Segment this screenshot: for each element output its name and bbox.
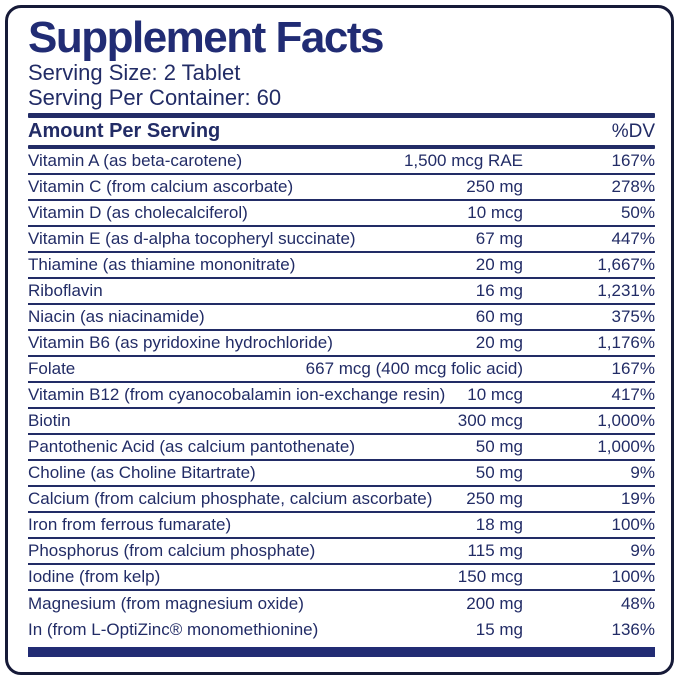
nutrient-amount: 667 mcg (400 mcg folic acid) <box>305 359 523 379</box>
nutrient-name: Thiamine (as thiamine mononitrate) <box>28 255 296 275</box>
nutrient-name: In (from L-OptiZinc® monomethionine) <box>28 620 319 640</box>
nutrient-dv: 447% <box>611 229 655 249</box>
nutrient-name: Vitamin B6 (as pyridoxine hydrochloride) <box>28 333 333 353</box>
nutrient-name: Iodine (from kelp) <box>28 567 161 587</box>
table-row <box>28 149 655 175</box>
table-row <box>28 227 655 253</box>
nutrient-name: Vitamin C (from calcium ascorbate) <box>28 177 294 197</box>
nutrient-amount: 10 mcg <box>467 203 523 223</box>
footer-bar <box>28 647 655 657</box>
nutrient-amount: 300 mcg <box>457 411 523 431</box>
table-row <box>28 331 655 357</box>
table-row <box>28 383 655 409</box>
nutrient-name: Niacin (as niacinamide) <box>28 307 205 327</box>
supplement-facts-panel <box>5 5 674 675</box>
table-row <box>28 357 655 383</box>
nutrient-amount: 16 mg <box>475 281 523 301</box>
nutrient-name: Riboflavin <box>28 281 103 301</box>
nutrient-name: Choline (as Choline Bitartrate) <box>28 463 256 483</box>
table-row <box>28 279 655 305</box>
table-row <box>28 305 655 331</box>
nutrient-dv: 278% <box>611 177 655 197</box>
nutrient-dv: 1,000% <box>597 411 655 431</box>
table-row <box>28 461 655 487</box>
serving-per-container-line: Serving Per Container: 60 <box>28 84 282 110</box>
supplement-facts-title: Supplement Facts <box>28 13 383 62</box>
table-header-row <box>28 118 655 145</box>
nutrient-dv: 1,176% <box>597 333 655 353</box>
table-row <box>28 565 655 591</box>
table-row <box>28 539 655 565</box>
serving-size-line: Serving Size: 2 Tablet <box>28 59 241 85</box>
nutrient-name: Magnesium (from magnesium oxide) <box>28 594 304 614</box>
table-row <box>28 201 655 227</box>
nutrient-name: Pantothenic Acid (as calcium pantothenate) <box>28 437 355 457</box>
nutrient-dv: 1,667% <box>597 255 655 275</box>
nutrient-rows <box>28 149 655 643</box>
nutrient-amount: 20 mg <box>475 255 523 275</box>
table-row <box>28 487 655 513</box>
nutrient-dv: 48% <box>620 594 655 614</box>
nutrient-name: Vitamin A (as beta-carotene) <box>28 151 243 171</box>
nutrient-amount: 115 mg <box>467 541 523 561</box>
nutrient-name: Iron from ferrous fumarate) <box>28 515 232 535</box>
table-row <box>28 175 655 201</box>
amount-per-serving-header: Amount Per Serving <box>28 120 221 143</box>
nutrient-dv: 167% <box>611 359 655 379</box>
nutrient-amount: 250 mg <box>466 177 523 197</box>
nutrient-dv: 167% <box>611 151 655 171</box>
nutrient-amount: 20 mg <box>475 333 523 353</box>
nutrient-name: Biotin <box>28 411 71 431</box>
nutrient-amount: 150 mcg <box>457 567 523 587</box>
nutrient-name: Calcium (from calcium phosphate, calcium ascorbate) <box>28 489 433 509</box>
nutrient-name: Phosphorus (from calcium phosphate) <box>28 541 316 561</box>
nutrient-name: Vitamin B12 (from cyanocobalamin ion-exchange resin) <box>28 385 446 405</box>
nutrient-dv: 100% <box>611 567 655 587</box>
table-row <box>28 617 655 643</box>
nutrient-dv: 417% <box>611 385 655 405</box>
nutrient-amount: 200 mg <box>466 594 523 614</box>
table-row <box>28 253 655 279</box>
nutrient-name: Vitamin D (as cholecalciferol) <box>28 203 248 223</box>
nutrient-dv: 19% <box>620 489 655 509</box>
nutrient-dv: 1,000% <box>597 437 655 457</box>
nutrient-dv: 50% <box>620 203 655 223</box>
nutrient-amount: 15 mg <box>475 620 523 640</box>
nutrient-dv: 136% <box>611 620 655 640</box>
nutrient-amount: 50 mg <box>475 463 523 483</box>
nutrient-amount: 50 mg <box>475 437 523 457</box>
nutrient-name: Vitamin E (as d-alpha tocopheryl succinate) <box>28 229 356 249</box>
nutrient-amount: 67 mg <box>475 229 523 249</box>
nutrient-dv: 375% <box>611 307 655 327</box>
nutrient-amount: 18 mg <box>475 515 523 535</box>
nutrient-name: Folate <box>28 359 76 379</box>
table-row <box>28 591 655 617</box>
nutrient-amount: 60 mg <box>475 307 523 327</box>
nutrient-dv: 9% <box>630 463 655 483</box>
nutrient-dv: 100% <box>611 515 655 535</box>
table-row <box>28 435 655 461</box>
table-row <box>28 513 655 539</box>
percent-dv-header: %DV <box>611 120 655 142</box>
table-row <box>28 409 655 435</box>
nutrient-amount: 10 mcg <box>467 385 523 405</box>
nutrient-dv: 1,231% <box>597 281 655 301</box>
nutrient-amount: 250 mg <box>466 489 523 509</box>
nutrient-dv: 9% <box>630 541 655 561</box>
nutrient-amount: 1,500 mcg RAE <box>403 151 523 171</box>
